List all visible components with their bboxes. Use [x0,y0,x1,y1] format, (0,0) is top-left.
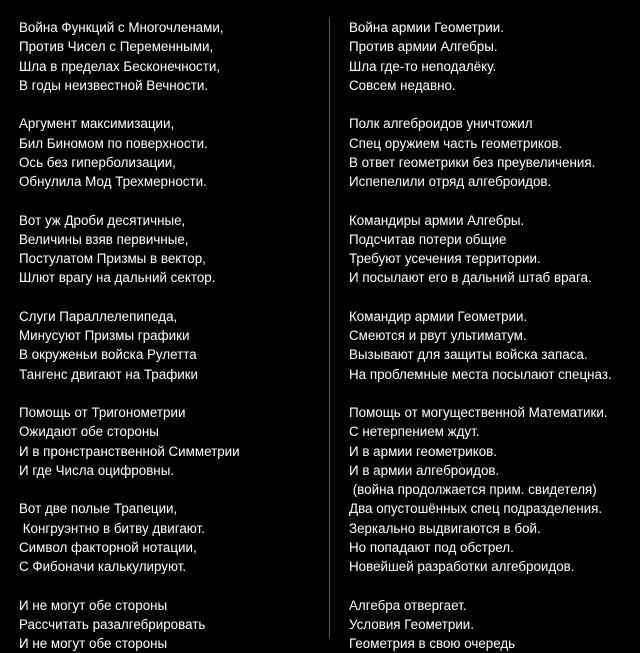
poem-line: Ожидают обе стороны [19,424,159,440]
poem-line: С Фибоначи калькулируют. [19,559,187,574]
poem-line: В ответ геометрики без преувеличения. [349,154,596,170]
poem-line: Командир армии Геометрии. [349,308,528,324]
poem-line: Шла где-то неподалёку. [349,58,497,74]
poem-line: Помощь от могущественной Математики. [349,405,608,420]
poem-line: Конгруэнтно в битву двигают. [19,520,205,536]
poem-line: Помощь от Тригонометрии [19,405,186,420]
poem-line: Геометрия в свою очередь [349,636,516,651]
poem-line: И не могут обе стороны [19,636,168,651]
poem-line: Вот уж Дроби десятичные, [19,212,186,228]
poem-line: На проблемные места посылают спецназ. [349,366,612,382]
poem-line: Зеркально выдвигаются в бой. [349,520,541,536]
poem-line: Полк алгеброидов уничтожил [349,116,533,132]
poem-line: Бил Биномом по поверхности. [19,135,208,151]
poem-line: Против Чисел с Переменными, [19,39,214,55]
poem-line: И где Числа оцифровны. [19,462,175,478]
stanza-gap [349,576,640,595]
poem-line: Новейшей разработки алгеброидов. [349,559,575,574]
poem-line: Аргумент максимизации, [19,116,175,132]
poem-line: Вот две полые Трапеции, [19,501,178,517]
poem-line: Два опустошённых спец подразделения. [349,501,603,517]
left-column [19,18,319,653]
poem-line: Испепелили отряд алгеброидов. [349,174,552,189]
poem-line: Слуги Параллелепипеда, [19,308,178,324]
poem-line: Война армии Геометрии. [349,20,504,35]
poem-line: (война продолжается прим. свидетеля) [349,482,597,497]
poem-line: Война Функций с Многочленами, [19,20,224,35]
poem-line: Требуют усечения территории. [349,251,541,266]
poem-line: Шлют врагу на дальний сектор. [19,270,216,286]
stanza-gap [19,288,319,307]
stanza-gap [19,576,319,595]
poem-line: Обнулила Мод Трехмерности. [19,174,207,189]
poem-line: Подсчитав потери общие [349,231,507,247]
poem-line: Но попадают под обстрел. [349,539,514,555]
poem-line: Тангенс двигают на Трафики [19,366,199,382]
poem-line: Условия Геометрии. [349,616,474,632]
poem-line: Ось без гиперболизации, [19,154,176,170]
poem-line: И в армии алгеброидов. [349,462,500,478]
stanza-gap [19,384,319,403]
poem-line: И в армии геометриков. [349,443,498,459]
poem-line: Минусуют Призмы графики [19,328,190,343]
stanza-gap [349,288,640,307]
poem-line: Вызывают для защиты войска запаса. [349,347,588,363]
poem-line: И посылают его в дальний штаб врага. [349,270,592,286]
stanza-gap [349,95,640,114]
poem-line: Символ факторной нотации, [19,539,197,555]
poem-line: Совсем недавно. [349,77,456,93]
stanza-gap [349,191,640,210]
stanza-gap [349,384,640,403]
poem-line: Против армии Алгебры. [349,39,498,55]
right-column [349,18,640,653]
poem-line: Смеются и рвут ультиматум. [349,328,527,343]
poem-line: Командиры армии Алгебры. [349,212,525,228]
poem-line: Постулатом Призмы в вектор, [19,251,206,266]
stanza-gap [19,191,319,210]
poem-line: Шла в пределах Бесконечности, [19,58,221,74]
poem-line: Величины взяв первичные, [19,231,189,247]
poem-line: Рассчитать разалгебрировать [19,616,206,632]
poem-line: В окруженьи войска Рулетта [19,347,197,363]
poem-line: В годы неизвестной Вечности. [19,77,209,93]
column-divider [329,18,330,638]
poem-line: И не могут обе стороны [19,597,168,613]
poem-line: Алгебра отвергает. [349,597,467,613]
poem-line: Спец оружием часть геометриков. [349,135,563,151]
poem-line: И в пронстранственной Симметрии [19,443,240,459]
stanza-gap [19,480,319,499]
poem-line: С нетерпением ждут. [349,424,480,440]
stanza-gap [19,95,319,114]
